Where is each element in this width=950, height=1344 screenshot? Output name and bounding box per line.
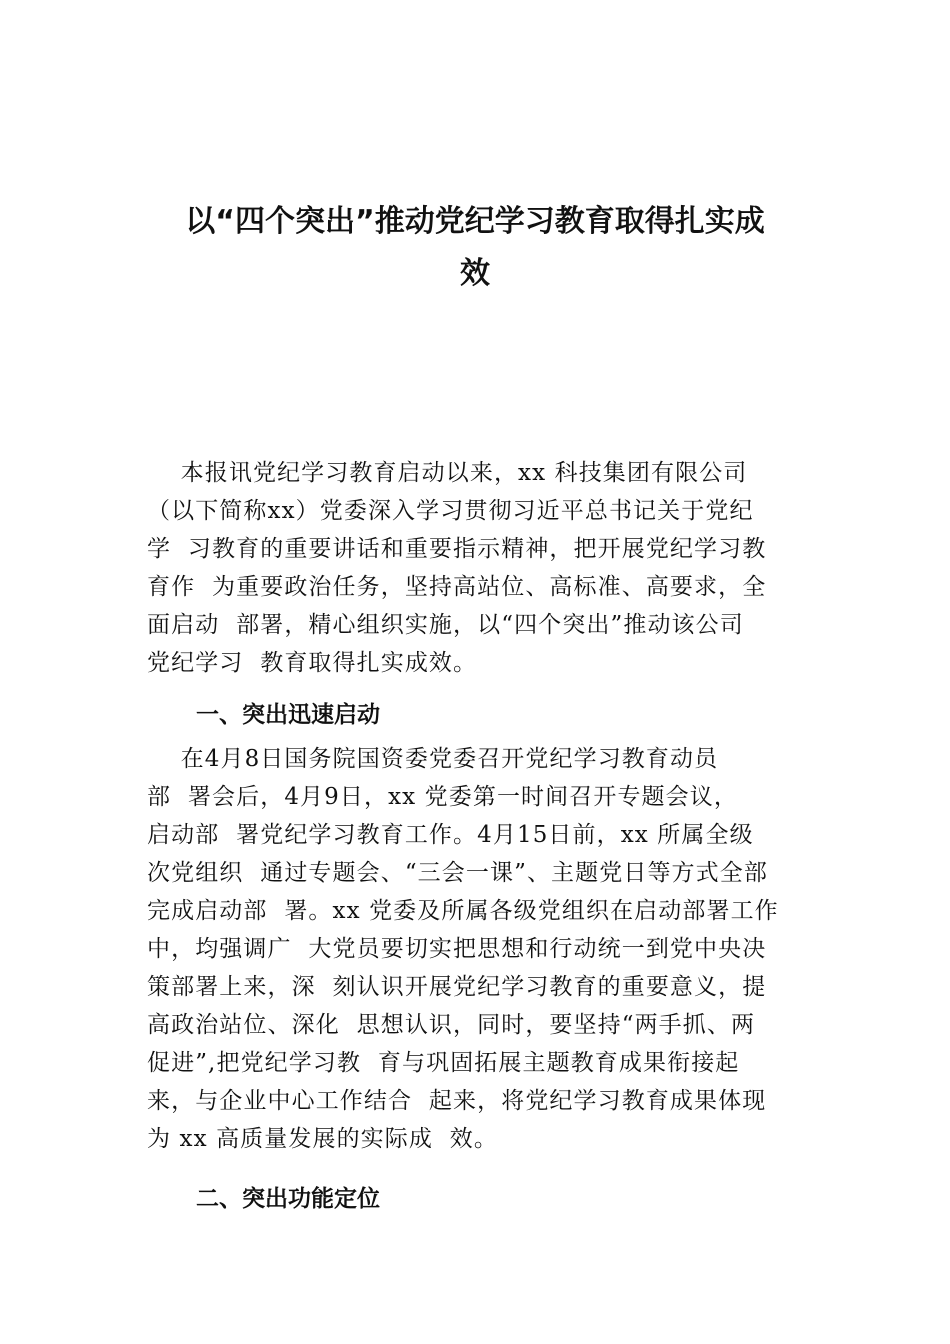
paragraph-line: 育作 为重要政治任务，坚持高站位、高标准、高要求，全 <box>147 574 767 600</box>
paragraph-line: 党纪学习 教育取得扎实成效。 <box>147 650 478 676</box>
title-line-2: 效 <box>460 256 490 291</box>
paragraph-line: 为 xx 高质量发展的实际成 效。 <box>147 1126 498 1152</box>
document-title <box>130 196 820 300</box>
paragraph-line: 在4月8日国务院国资委党委召开党纪学习教育动员 <box>147 746 719 772</box>
paragraph-line: 来，与企业中心工作结合 起来，将党纪学习教育成果体现 <box>147 1088 767 1114</box>
paragraph-line: 本报讯党纪学习教育启动以来，xx 科技集团有限公司 <box>147 460 748 486</box>
section-1-paragraph <box>147 740 812 1158</box>
section-heading-2: 二、突出功能定位 <box>196 1186 380 1212</box>
title-line-1: 以“四个突出”推动党纪学习教育取得扎实成 <box>185 204 765 239</box>
paragraph-line: （以下简称xx）党委深入学习贯彻习近平总书记关于党纪 <box>147 498 754 524</box>
paragraph-line: 部 署会后，4月9日，xx 党委第一时间召开专题会议， <box>147 784 738 810</box>
paragraph-line: 次党组织 通过专题会、“三会一课”、主题党日等方式全部 <box>147 860 768 886</box>
paragraph-line: 中，均强调广 大党员要切实把思想和行动统一到党中央决 <box>147 936 767 962</box>
paragraph-line: 高政治站位、深化 思想认识，同时，要坚持“两手抓、两 <box>147 1012 756 1038</box>
intro-paragraph <box>147 454 812 682</box>
paragraph-line: 启动部 署党纪学习教育工作。4月15日前，xx 所属全级 <box>147 822 754 848</box>
section-heading-1: 一、突出迅速启动 <box>196 702 380 728</box>
paragraph-line: 完成启动部 署。xx 党委及所属各级党组织在启动部署工作 <box>147 898 779 924</box>
paragraph-line: 学 习教育的重要讲话和重要指示精神，把开展党纪学习教 <box>147 536 767 562</box>
paragraph-line: 策部署上来，深 刻认识开展党纪学习教育的重要意义，提 <box>147 974 767 1000</box>
paragraph-line: 促进”,把党纪学习教 育与巩固拓展主题教育成果衔接起 <box>147 1050 740 1076</box>
paragraph-line: 面启动 部署，精心组织实施，以“四个突出”推动该公司 <box>147 612 744 638</box>
